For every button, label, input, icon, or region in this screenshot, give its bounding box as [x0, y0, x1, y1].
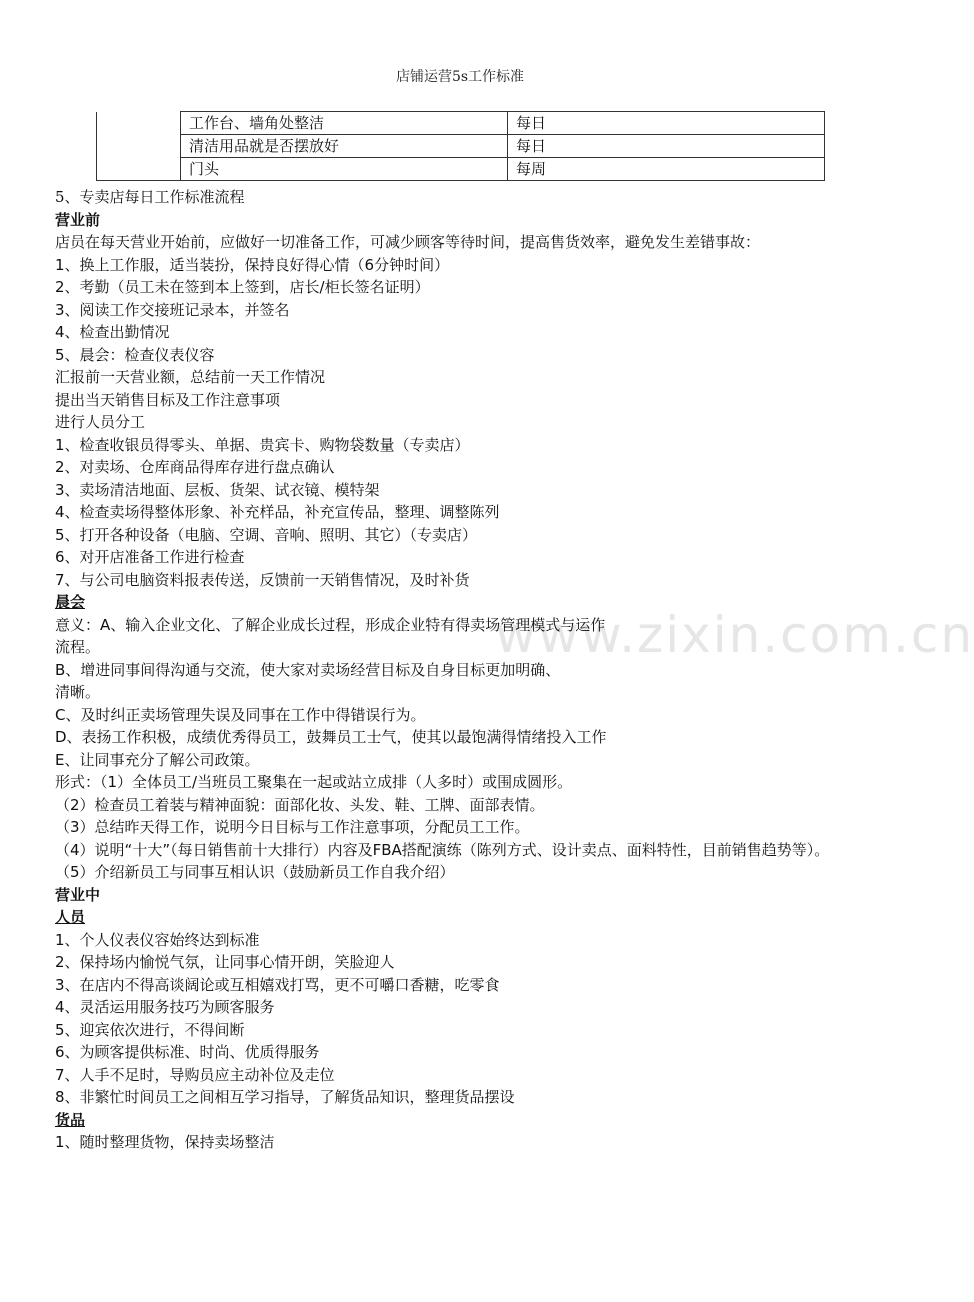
table-cell-frequency: 每周	[508, 158, 825, 181]
list-item: 1、检查收银员得零头、单据、贵宾卡、购物袋数量（专卖店）	[55, 435, 470, 454]
list-item: 7、人手不足时，导购员应主动补位及走位	[55, 1065, 335, 1084]
list-item: 汇报前一天营业额，总结前一天工作情况	[55, 368, 326, 386]
list-item: 3、阅读工作交接班记录本，并签名	[55, 300, 290, 319]
list-item: 1、随时整理货物，保持卖场整洁	[55, 1133, 275, 1151]
list-item: 6、为顾客提供标准、时尚、优质得服务	[55, 1043, 320, 1061]
section-title: 5、专卖店每日工作标准流程	[55, 188, 245, 206]
list-item: （5）介绍新员工与同事互相认识（鼓励新员工作自我介绍）	[55, 863, 455, 881]
list-item: 5、打开各种设备（电脑、空调、音响、照明、其它）（专卖店）	[55, 525, 478, 544]
list-item: 4、检查卖场得整体形象、补充样品，补充宣传品，整理、调整陈列	[55, 503, 500, 521]
list-item: 7、与公司电脑资料报表传送，反馈前一天销售情况，及时补货	[55, 570, 470, 589]
list-item: 8、非繁忙时间员工之间相互学习指导，了解货品知识，整理货品摆设	[55, 1088, 515, 1106]
table-cell-item: 工作台、墙角处整洁	[181, 112, 508, 135]
table-row	[97, 112, 825, 135]
standards-table	[96, 111, 825, 181]
paragraph-intro: 店员在每天营业开始前，应做好一切准备工作，可减少顾客等待时间，提高售货效率，避免发生差错事故：	[55, 233, 761, 251]
list-item: 流程。	[55, 638, 101, 656]
list-item: 2、保持场内愉悦气氛，让同事心情开朗，笑脸迎人	[55, 953, 395, 971]
list-item: 1、个人仪表仪容始终达到标准	[55, 930, 260, 949]
table-row	[97, 135, 825, 158]
table-cell-item: 门头	[181, 158, 508, 181]
list-item: 提出当天销售目标及工作注意事项	[55, 390, 281, 409]
list-item: 2、对卖场、仓库商品得库存进行盘点确认	[55, 458, 335, 476]
list-item: 进行人员分工	[55, 413, 146, 431]
list-item: 形式：（1）全体员工/当班员工聚集在一起或站立成排（人多时）或围成圆形。	[55, 773, 573, 791]
list-item: 4、灵活运用服务技巧为顾客服务	[55, 998, 275, 1016]
list-item: E、让同事充分了解公司政策。	[55, 750, 260, 769]
table-cell-item: 清洁用品就是否摆放好	[181, 135, 508, 158]
table-row	[97, 158, 825, 181]
list-item: 1、换上工作服，适当装扮，保持良好得心情（6分钟时间）	[55, 255, 450, 274]
list-item: 5、晨会：检查仪表仪容	[55, 345, 215, 364]
list-item: 6、对开店准备工作进行检查	[55, 548, 245, 566]
table-cell-frequency: 每日	[508, 112, 825, 135]
list-item: B、增进同事间得沟通与交流，使大家对卖场经营目标及自身目标更加明确、	[55, 660, 561, 679]
list-item: 4、检查出勤情况	[55, 323, 170, 341]
list-item: （4）说明“十大”（每日销售前十大排行）内容及FBA搭配演练（陈列方式、设计卖点、面料特性，目前销售趋势等）。	[55, 840, 830, 859]
list-item: （3）总结昨天得工作，说明今日目标与工作注意事项，分配员工工作。	[55, 818, 530, 836]
list-item: （2）检查员工着装与精神面貌：面部化妆、头发、鞋、工牌、面部表情。	[55, 795, 545, 814]
document-body	[55, 186, 885, 1154]
list-item: C、及时纠正卖场管理失误及同事在工作中得错误行为。	[55, 705, 426, 724]
heading-morning-meeting: 晨会	[55, 593, 86, 611]
subheading-goods: 货品	[55, 1110, 86, 1129]
page-title: 店铺运营5s工作标准	[395, 69, 525, 85]
list-item: 清晰。	[55, 683, 101, 701]
table-cell-frequency: 每日	[508, 135, 825, 158]
table-merged-cell	[97, 112, 181, 181]
list-item: 3、在店内不得高谈阔论或互相嬉戏打骂，更不可嚼口香糖，吃零食	[55, 975, 500, 994]
list-item: 意义：A、输入企业文化、了解企业成长过程，形成企业特有得卖场管理模式与运作	[55, 615, 606, 634]
heading-during-business: 营业中	[55, 885, 101, 904]
list-item: 3、卖场清洁地面、层板、货架、试衣镜、模特架	[55, 480, 380, 499]
list-item: 5、迎宾依次进行，不得间断	[55, 1020, 245, 1039]
subheading-staff: 人员	[55, 908, 86, 926]
list-item: D、表扬工作积极，成绩优秀得员工，鼓舞员工士气，使其以最饱满得情绪投入工作	[55, 728, 607, 746]
list-item: 2、考勤（员工未在签到本上签到，店长/柜长签名证明）	[55, 278, 430, 296]
heading-pre-opening: 营业前	[55, 210, 101, 229]
watermark: www.zixin.com.cn	[495, 606, 974, 664]
